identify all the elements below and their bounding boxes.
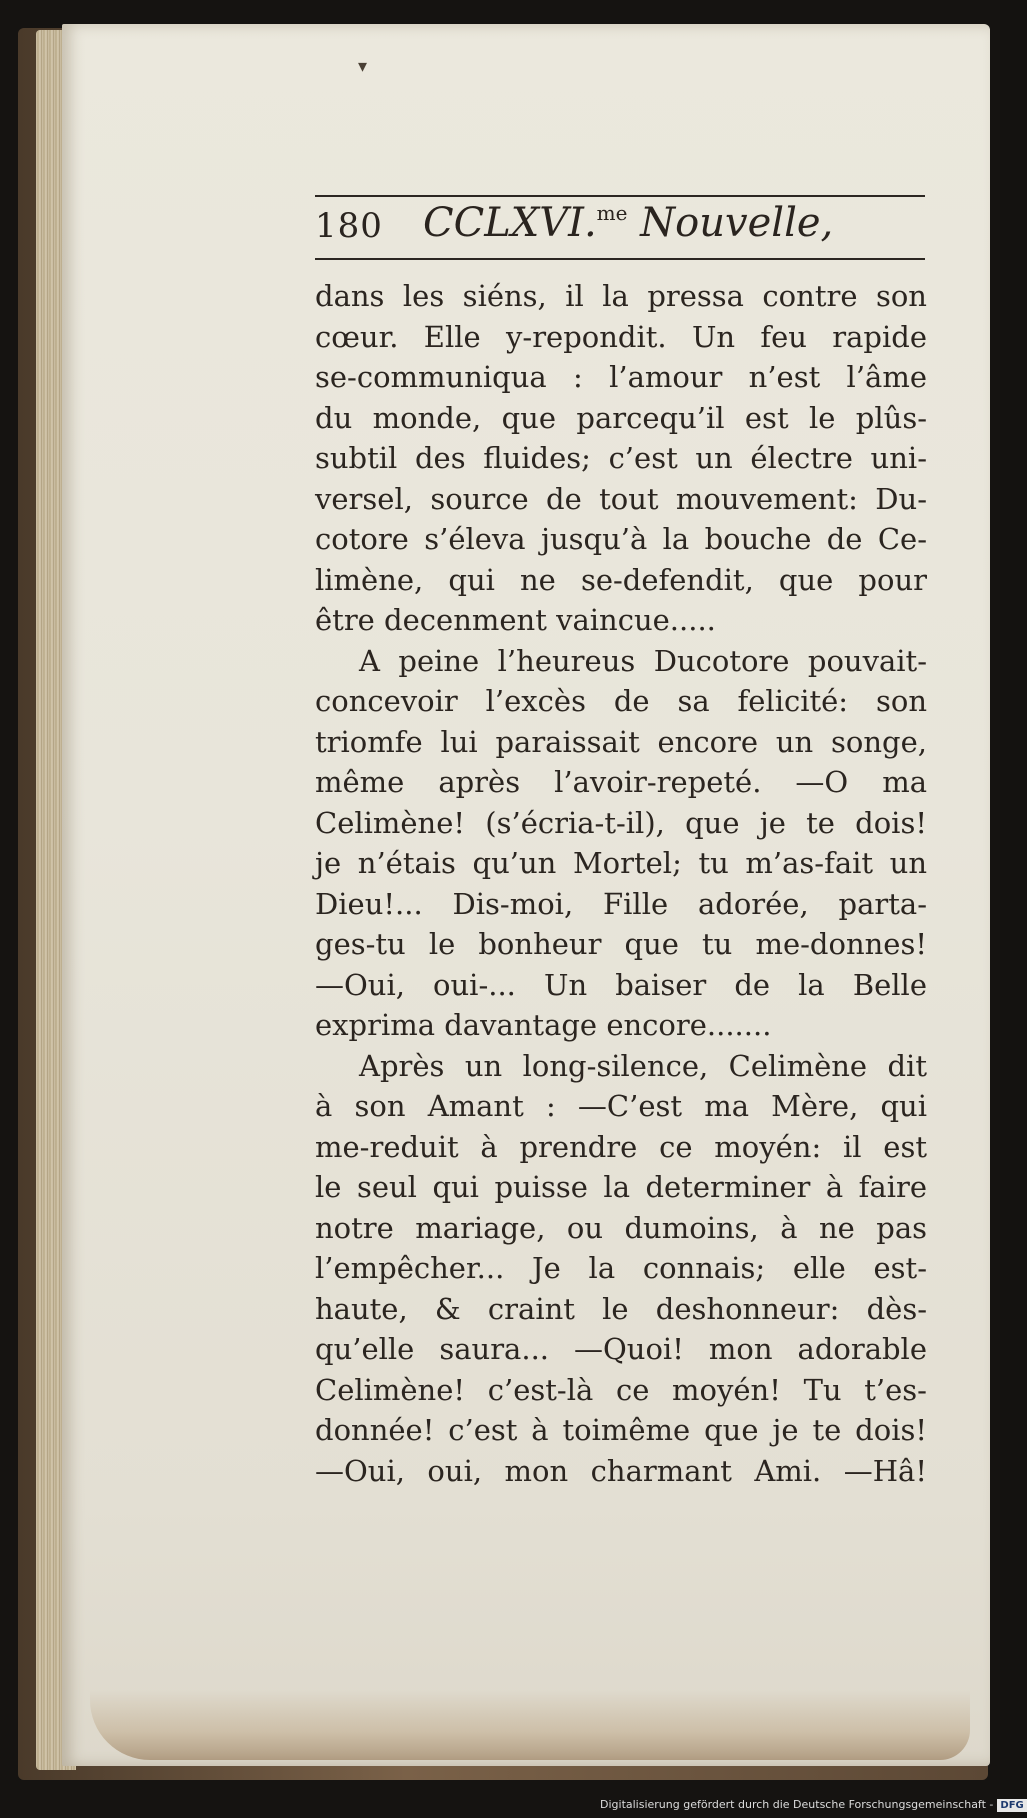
text-line: Celimène! (s’écria-t-il), que je te dois! [315, 805, 927, 840]
text-line: haute, & craint le deshonneur: dès- [315, 1291, 927, 1326]
text-line: à son Amant : —C’est ma Mère, qui [315, 1089, 927, 1123]
text-line: triomfe lui paraissait encore un songe, [315, 724, 927, 759]
text-line: —Oui, oui, mon charmant Ami. —Hâ! [315, 1453, 927, 1488]
ink-fleck: ▾ [358, 56, 368, 77]
text-line: être decenment vaincue..... [315, 603, 716, 637]
text-line: je n’étais qu’un Mortel; tu m’as-fait un [315, 846, 927, 880]
text-line: donnée! c’est à toimême que je te dois! [315, 1413, 927, 1447]
text-line: même après l’avoir-repeté. —O ma [315, 765, 927, 799]
text-line: Après un long-silence, Celimène dit [359, 1048, 927, 1083]
text-line: limène, qui ne se-defendit, que pour [315, 562, 927, 597]
text-line: exprima davantage encore....... [315, 1008, 772, 1042]
text-line: ges-tu le bonheur que tu me-donnes! [315, 927, 927, 961]
running-title-word: Nouvelle, [627, 200, 834, 246]
running-title-superscript: me [596, 201, 628, 225]
dfg-logo: DFG [997, 1799, 1026, 1812]
text-line: concevoir l’excès de sa felicité: son [315, 684, 927, 718]
text-line: qu’elle saura... —Quoi! mon adorable [315, 1332, 927, 1366]
digitization-credit [600, 1798, 1024, 1816]
text-line: me-reduit à prendre ce moyén: il est [315, 1129, 927, 1164]
text-line: Celimène! c’est-là ce moyén! Tu t’es- [315, 1372, 927, 1407]
text-line: dans les siéns, il la pressa contre son [315, 279, 927, 313]
text-line: le seul qui puisse la determiner à faire [315, 1170, 927, 1204]
running-title [423, 200, 833, 246]
body-text [315, 276, 927, 1491]
text-line: cotore s’éleva jusqu’à la bouche de Ce- [315, 522, 927, 556]
text-line: versel, source de tout mouvement: Du- [315, 481, 927, 516]
page-number: 180 [315, 206, 383, 246]
text-line: se-communiqua : l’amour n’est l’âme [315, 360, 927, 394]
paper-stain [90, 1690, 970, 1760]
text-line: du monde, que parcequ’il est le plûs- [315, 400, 927, 435]
text-line: l’empêcher... Je la connais; elle est- [315, 1251, 927, 1285]
text-line: subtil des fluides; c’est un électre uni- [315, 441, 927, 475]
credit-text: Digitalisierung gefördert durch die Deutsche Forschungsgemeinschaft - [600, 1798, 994, 1811]
header-rule-bottom [315, 258, 925, 260]
text-line: notre mariage, ou dumoins, à ne pas [315, 1210, 927, 1245]
text-line: Dieu!... Dis-moi, Fille adorée, parta- [315, 886, 927, 921]
text-line: cœur. Elle y-repondit. Un feu rapide [315, 319, 927, 354]
running-header [315, 200, 925, 256]
text-line: —Oui, oui-... Un baiser de la Belle [315, 967, 927, 1002]
text-line: A peine l’heureus Ducotore pouvait- [359, 643, 927, 678]
header-rule-top [315, 195, 925, 197]
running-title-numeral: CCLXVI. [423, 200, 597, 246]
